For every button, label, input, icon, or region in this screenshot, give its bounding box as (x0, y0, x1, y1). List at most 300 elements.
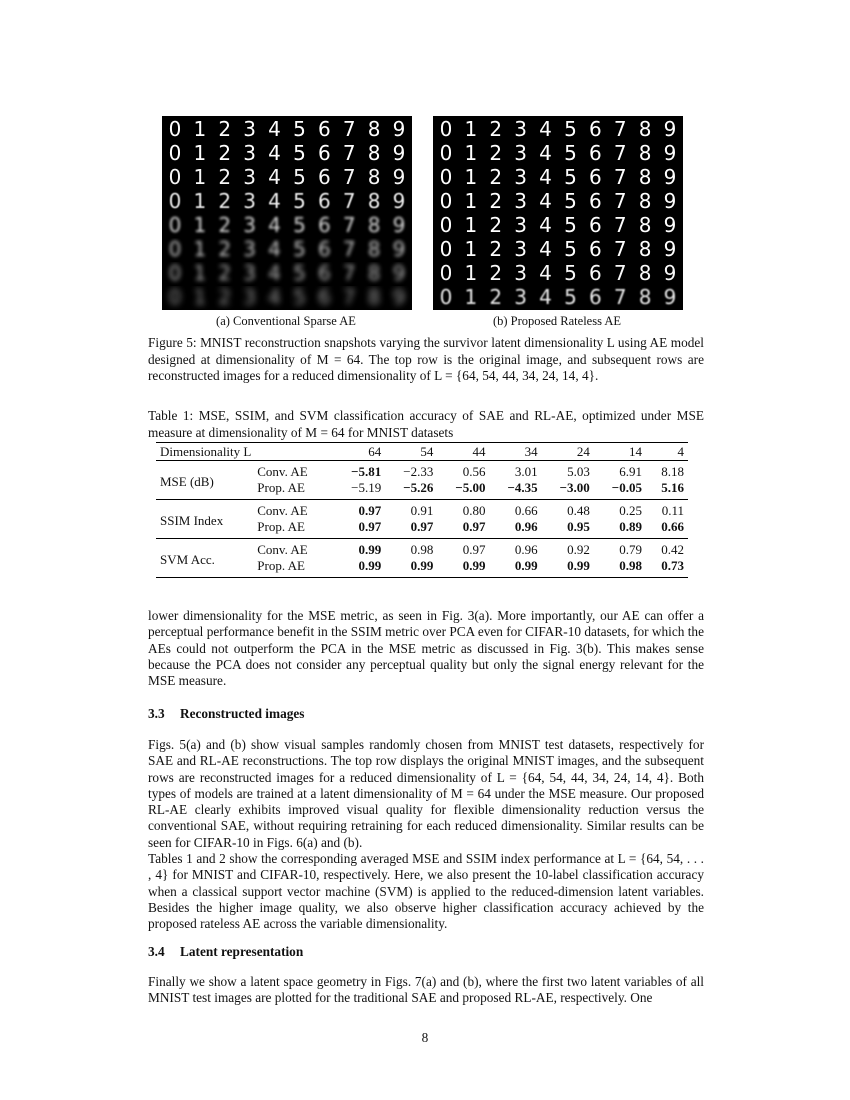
digit-cell (387, 141, 411, 164)
digit-glyph: 3 (243, 213, 256, 237)
digit-glyph: 3 (514, 261, 527, 285)
table-cell: −5.26 (385, 480, 437, 500)
digit-cell (608, 141, 632, 164)
digit-glyph: 1 (464, 165, 478, 189)
table-column-header: 34 (490, 443, 542, 461)
digit-cell (534, 262, 558, 285)
table-cell: 3.01 (514, 464, 538, 479)
digit-cell (583, 286, 607, 309)
digit-glyph: 6 (588, 261, 602, 285)
digit-glyph: 7 (342, 117, 356, 141)
digit-cell (509, 189, 533, 212)
digit-glyph: 7 (613, 213, 627, 237)
digit-cell (163, 165, 187, 188)
digit-glyph: 5 (564, 141, 577, 165)
digit-cell (188, 117, 212, 140)
digit-cell (213, 117, 237, 140)
digit-glyph: 4 (539, 285, 552, 309)
digit-glyph: 6 (317, 165, 331, 189)
digit-cell (633, 165, 657, 188)
digit-glyph: 8 (638, 165, 652, 189)
digit-cell (337, 165, 361, 188)
digit-cell (484, 141, 508, 164)
table-cell: 0.99 (385, 558, 437, 578)
results-table (156, 442, 688, 578)
digit-glyph: 0 (168, 117, 182, 141)
digit-cell (459, 141, 483, 164)
digit-cell (583, 262, 607, 285)
digit-glyph: 3 (514, 237, 527, 261)
digit-cell (362, 286, 386, 309)
paragraph-1: lower dimensionality for the MSE metric, as seen in Fig. 3(a). More importantly, our AE can offer a perceptual performance benefit in the SSIM metric over PCA even for CIFAR-10 datasets, for which the AEs could not outperform the PCA in the MSE metric as discussed in Fig. 3(b). This makes sense because the PCA does not consider any perceptual quality but only the signal energy relevant for the MSE measure. (148, 608, 704, 689)
digit-glyph: 5 (293, 213, 306, 237)
table-cell: 0.79 (619, 542, 642, 557)
table-cell: 0.48 (567, 503, 590, 518)
digit-glyph: 3 (514, 213, 527, 237)
digit-cell (238, 165, 262, 188)
table-cell: 0.66 (646, 519, 688, 539)
digit-glyph: 8 (367, 261, 381, 285)
table-row (156, 539, 688, 559)
table-column-header: 24 (542, 443, 594, 461)
digit-cell (213, 165, 237, 188)
digit-cell (287, 262, 311, 285)
digit-cell (558, 165, 582, 188)
table-metric-label: MSE (dB) (156, 461, 253, 500)
table-cell: 0.89 (594, 519, 646, 539)
digit-cell (509, 238, 533, 261)
digit-glyph: 5 (293, 117, 306, 141)
digit-glyph: 0 (168, 189, 182, 213)
digit-cell (163, 189, 187, 212)
digit-glyph: 4 (268, 213, 281, 237)
digit-glyph: 7 (342, 141, 356, 165)
table-cell: 0.99 (437, 558, 489, 578)
digit-glyph: 2 (218, 285, 232, 309)
digit-cell (534, 214, 558, 237)
digit-cell (238, 214, 262, 237)
digit-cell (287, 189, 311, 212)
table-cell: −0.05 (594, 480, 646, 500)
digit-glyph: 0 (439, 141, 453, 165)
digit-glyph: 9 (392, 261, 406, 285)
digit-glyph: 8 (367, 213, 381, 237)
digit-cell (213, 214, 237, 237)
digit-glyph: 5 (564, 213, 577, 237)
digit-glyph: 2 (218, 189, 232, 213)
table-cell: 0.99 (542, 558, 594, 578)
digit-cell (263, 238, 287, 261)
digit-glyph: 1 (193, 165, 207, 189)
digit-cell (434, 141, 458, 164)
digit-cell (658, 286, 682, 309)
digit-glyph: 8 (367, 117, 381, 141)
digit-cell (337, 214, 361, 237)
digit-glyph: 2 (489, 237, 503, 261)
digit-cell (633, 238, 657, 261)
digit-cell (509, 286, 533, 309)
digit-cell (362, 165, 386, 188)
digit-glyph: 5 (564, 237, 577, 261)
digit-cell (633, 262, 657, 285)
table-cell: 0.91 (410, 503, 434, 518)
digit-cell (658, 165, 682, 188)
digit-cell (362, 238, 386, 261)
digit-cell (459, 165, 483, 188)
digit-cell (287, 117, 311, 140)
digit-glyph: 9 (663, 189, 677, 213)
digit-glyph: 9 (392, 237, 406, 261)
digit-cell (238, 141, 262, 164)
digit-cell (362, 189, 386, 212)
digit-cell (188, 238, 212, 261)
table-cell: 0.97 (462, 542, 486, 557)
digit-glyph: 3 (243, 117, 256, 141)
digit-glyph: 9 (392, 285, 406, 309)
digit-cell (312, 262, 336, 285)
digit-glyph: 7 (342, 237, 356, 261)
digit-cell (608, 286, 632, 309)
digit-glyph: 5 (564, 285, 577, 309)
digit-glyph: 7 (613, 237, 627, 261)
digit-glyph: 3 (243, 165, 256, 189)
digit-glyph: 1 (464, 237, 478, 261)
digit-glyph: 7 (342, 165, 356, 189)
digit-glyph: 7 (342, 213, 356, 237)
digit-glyph: 2 (489, 261, 503, 285)
figure-5b-digit-grid (433, 116, 683, 310)
digit-glyph: 3 (514, 285, 527, 309)
digit-glyph: 3 (514, 141, 527, 165)
digit-cell (658, 141, 682, 164)
digit-cell (509, 141, 533, 164)
digit-cell (558, 262, 582, 285)
digit-cell (558, 238, 582, 261)
table-cell: 0.66 (514, 503, 538, 518)
digit-glyph: 0 (439, 165, 453, 189)
figure-5-caption: Figure 5: MNIST reconstruction snapshots varying the survivor latent dimensionality L using AE model designed at dimensionality of M = 64. The top row is the original image, and subsequent rows are reconstructed images for a reduced dimensionality of L = {64, 54, 44, 34, 24, 14, 4}. (148, 335, 704, 383)
digit-cell (337, 189, 361, 212)
table-cell: 0.42 (661, 542, 684, 557)
digit-glyph: 5 (564, 165, 577, 189)
digit-glyph: 1 (193, 261, 207, 285)
digit-cell (163, 286, 187, 309)
digit-cell (387, 165, 411, 188)
digit-cell (188, 189, 212, 212)
digit-cell (558, 189, 582, 212)
digit-cell (509, 165, 533, 188)
digit-cell (362, 117, 386, 140)
digit-cell (459, 238, 483, 261)
digit-glyph: 3 (243, 261, 256, 285)
digit-cell (312, 189, 336, 212)
digit-cell (213, 262, 237, 285)
digit-glyph: 0 (168, 165, 182, 189)
table-cell: −5.19 (333, 480, 385, 500)
table-cell: −2.33 (403, 464, 434, 479)
digit-cell (287, 165, 311, 188)
digit-glyph: 2 (489, 117, 503, 141)
digit-cell (459, 262, 483, 285)
digit-glyph: 6 (588, 117, 602, 141)
digit-cell (534, 141, 558, 164)
digit-glyph: 4 (268, 285, 281, 309)
digit-cell (263, 141, 287, 164)
table-cell: 5.03 (567, 464, 590, 479)
digit-glyph: 5 (293, 189, 306, 213)
digit-glyph: 3 (514, 117, 527, 141)
digit-cell (387, 189, 411, 212)
section-title: Latent representation (180, 944, 304, 959)
digit-cell (633, 141, 657, 164)
digit-cell (387, 214, 411, 237)
digit-cell (434, 189, 458, 212)
digit-cell (608, 262, 632, 285)
digit-glyph: 8 (638, 261, 652, 285)
digit-cell (534, 238, 558, 261)
digit-cell (658, 117, 682, 140)
digit-glyph: 4 (539, 117, 552, 141)
digit-glyph: 8 (638, 213, 652, 237)
digit-glyph: 0 (168, 141, 182, 165)
digit-cell (337, 262, 361, 285)
digit-cell (337, 117, 361, 140)
digit-glyph: 5 (293, 285, 306, 309)
digit-cell (362, 141, 386, 164)
digit-cell (263, 189, 287, 212)
digit-cell (608, 214, 632, 237)
table-cell: −4.35 (490, 480, 542, 500)
digit-glyph: 5 (293, 237, 306, 261)
table-cell: 0.56 (462, 464, 486, 479)
digit-cell (387, 262, 411, 285)
digit-glyph: 1 (193, 213, 207, 237)
table-model-label: Conv. AE (257, 464, 308, 479)
digit-glyph: 8 (367, 189, 381, 213)
digit-cell (337, 141, 361, 164)
section-title: Reconstructed images (180, 706, 305, 721)
digit-cell (387, 238, 411, 261)
digit-glyph: 3 (243, 189, 256, 213)
digit-glyph: 9 (663, 213, 677, 237)
digit-glyph: 4 (268, 237, 281, 261)
digit-glyph: 0 (168, 261, 182, 285)
digit-cell (238, 286, 262, 309)
digit-glyph: 7 (342, 189, 356, 213)
digit-cell (459, 286, 483, 309)
digit-glyph: 6 (588, 189, 602, 213)
digit-glyph: 8 (367, 141, 381, 165)
section-number: 3.3 (148, 706, 165, 721)
table-header-label: Dimensionality L (156, 443, 333, 461)
digit-glyph: 1 (464, 285, 478, 309)
table-cell: 0.96 (514, 542, 538, 557)
figure-5a-digit-grid (162, 116, 412, 310)
digit-glyph: 5 (293, 165, 306, 189)
digit-cell (608, 238, 632, 261)
table-metric-label: SVM Acc. (156, 539, 253, 578)
digit-glyph: 4 (539, 189, 552, 213)
digit-glyph: 0 (168, 237, 182, 261)
digit-cell (558, 141, 582, 164)
digit-glyph: 9 (663, 117, 677, 141)
digit-glyph: 8 (367, 285, 381, 309)
digit-cell (608, 165, 632, 188)
digit-glyph: 9 (663, 261, 677, 285)
digit-cell (188, 262, 212, 285)
digit-glyph: 8 (367, 237, 381, 261)
digit-cell (558, 286, 582, 309)
table-cell: 0.98 (594, 558, 646, 578)
digit-cell (459, 189, 483, 212)
digit-glyph: 2 (489, 189, 503, 213)
digit-cell (434, 286, 458, 309)
digit-glyph: 1 (464, 117, 478, 141)
digit-cell (583, 189, 607, 212)
section-3-4-heading (148, 944, 303, 960)
digit-glyph: 9 (392, 141, 406, 165)
table-cell: 0.99 (358, 542, 382, 557)
digit-cell (312, 214, 336, 237)
digit-glyph: 7 (342, 285, 356, 309)
table-cell: 0.97 (358, 503, 382, 518)
table-cell: 0.96 (490, 519, 542, 539)
digit-glyph: 9 (663, 237, 677, 261)
digit-glyph: 9 (663, 285, 677, 309)
digit-glyph: 2 (218, 261, 232, 285)
digit-glyph: 0 (439, 285, 453, 309)
digit-cell (509, 214, 533, 237)
digit-cell (484, 214, 508, 237)
digit-cell (658, 189, 682, 212)
digit-glyph: 9 (392, 165, 406, 189)
digit-cell (362, 214, 386, 237)
digit-cell (608, 117, 632, 140)
digit-cell (362, 262, 386, 285)
digit-cell (163, 238, 187, 261)
digit-cell (213, 286, 237, 309)
digit-glyph: 8 (638, 117, 652, 141)
digit-cell (238, 117, 262, 140)
digit-glyph: 4 (268, 261, 281, 285)
digit-glyph: 6 (317, 285, 331, 309)
digit-glyph: 0 (439, 189, 453, 213)
digit-glyph: 8 (638, 237, 652, 261)
digit-cell (163, 141, 187, 164)
digit-cell (263, 117, 287, 140)
table-model-label: Conv. AE (257, 542, 308, 557)
digit-cell (238, 262, 262, 285)
table-model-label: Conv. AE (257, 503, 308, 518)
digit-glyph: 2 (218, 141, 232, 165)
digit-glyph: 4 (539, 141, 552, 165)
digit-cell (163, 262, 187, 285)
digit-glyph: 8 (638, 141, 652, 165)
digit-glyph: 7 (613, 189, 627, 213)
digit-glyph: 6 (317, 237, 331, 261)
digit-glyph: 4 (268, 141, 281, 165)
digit-cell (583, 117, 607, 140)
digit-glyph: 6 (588, 165, 602, 189)
digit-cell (484, 262, 508, 285)
digit-cell (633, 189, 657, 212)
digit-glyph: 1 (464, 261, 478, 285)
table-column-header: 44 (437, 443, 489, 461)
digit-cell (509, 262, 533, 285)
digit-glyph: 0 (439, 213, 453, 237)
digit-cell (312, 286, 336, 309)
digit-glyph: 6 (317, 141, 331, 165)
paragraph-2: Figs. 5(a) and (b) show visual samples randomly chosen from MNIST test datasets, respectively for SAE and RL-AE reconstructions. The top row displays the original MNIST images, and the subsequent rows are reconstructed images for a reduced dimensionality of L = {64, 54, 44, 34, 24, 14, 4}. Both types of models are trained at a latent dimensionality of M = 64 under the MSE measure. Our proposed RL-AE clearly exhibits improved visual quality for flexible dimensionality reduction versus the conventional SAE, without requiring retraining for each reduced dimensionality. Similar results can be seen for CIFAR-10 in Figs. 6(a) and (b). (148, 737, 704, 850)
digit-glyph: 2 (489, 213, 503, 237)
digit-glyph: 2 (218, 165, 232, 189)
digit-cell (312, 165, 336, 188)
digit-cell (633, 214, 657, 237)
table-cell: 0.97 (437, 519, 489, 539)
digit-cell (287, 214, 311, 237)
table-metric-label: SSIM Index (156, 500, 253, 539)
digit-cell (238, 238, 262, 261)
table-cell: 0.97 (333, 519, 385, 539)
digit-cell (163, 117, 187, 140)
digit-cell (633, 286, 657, 309)
subcaption-b: (b) Proposed Rateless AE (492, 314, 622, 328)
digit-glyph: 0 (168, 285, 182, 309)
table-cell: 0.95 (542, 519, 594, 539)
section-3-3-heading (148, 706, 304, 722)
digit-cell (534, 117, 558, 140)
digit-glyph: 9 (663, 165, 677, 189)
digit-glyph: 4 (268, 189, 281, 213)
page-number: 8 (421, 1030, 429, 1045)
digit-cell (188, 214, 212, 237)
digit-glyph: 6 (588, 213, 602, 237)
digit-cell (312, 238, 336, 261)
table-header-row (156, 443, 688, 461)
table-cell: 0.99 (490, 558, 542, 578)
digit-cell (608, 189, 632, 212)
digit-cell (213, 141, 237, 164)
table-column-header: 14 (594, 443, 646, 461)
digit-cell (534, 165, 558, 188)
table-cell: 0.99 (333, 558, 385, 578)
digit-cell (188, 165, 212, 188)
digit-glyph: 4 (539, 237, 552, 261)
digit-glyph: 7 (342, 261, 356, 285)
digit-glyph: 1 (193, 117, 207, 141)
paragraph-3: Tables 1 and 2 show the corresponding averaged MSE and SSIM index performance at L = {64, 54, . . . , 4} for MNIST and CIFAR-10, respectively. Here, we also present the 10-label classification accuracy when a classical support vector machine (SVM) is applied to the reduced-dimension latent variables. Besides the higher image quality, we also observe higher classification accuracy achieved by the proposed rateless AE across the variable dimensionality. (148, 851, 704, 932)
table-cell: −5.81 (351, 464, 382, 479)
digit-glyph: 2 (218, 237, 232, 261)
digit-cell (583, 165, 607, 188)
digit-glyph: 4 (268, 165, 281, 189)
digit-glyph: 7 (613, 117, 627, 141)
digit-cell (263, 286, 287, 309)
digit-cell (484, 189, 508, 212)
digit-glyph: 6 (588, 141, 602, 165)
digit-cell (434, 262, 458, 285)
digit-glyph: 2 (489, 285, 503, 309)
digit-glyph: 9 (392, 117, 406, 141)
digit-glyph: 3 (514, 189, 527, 213)
table-cell: 0.25 (619, 503, 642, 518)
digit-glyph: 1 (193, 285, 207, 309)
table-model-label: Prop. AE (253, 519, 333, 539)
digit-glyph: 6 (588, 285, 602, 309)
digit-cell (658, 262, 682, 285)
digit-cell (658, 214, 682, 237)
digit-cell (583, 141, 607, 164)
